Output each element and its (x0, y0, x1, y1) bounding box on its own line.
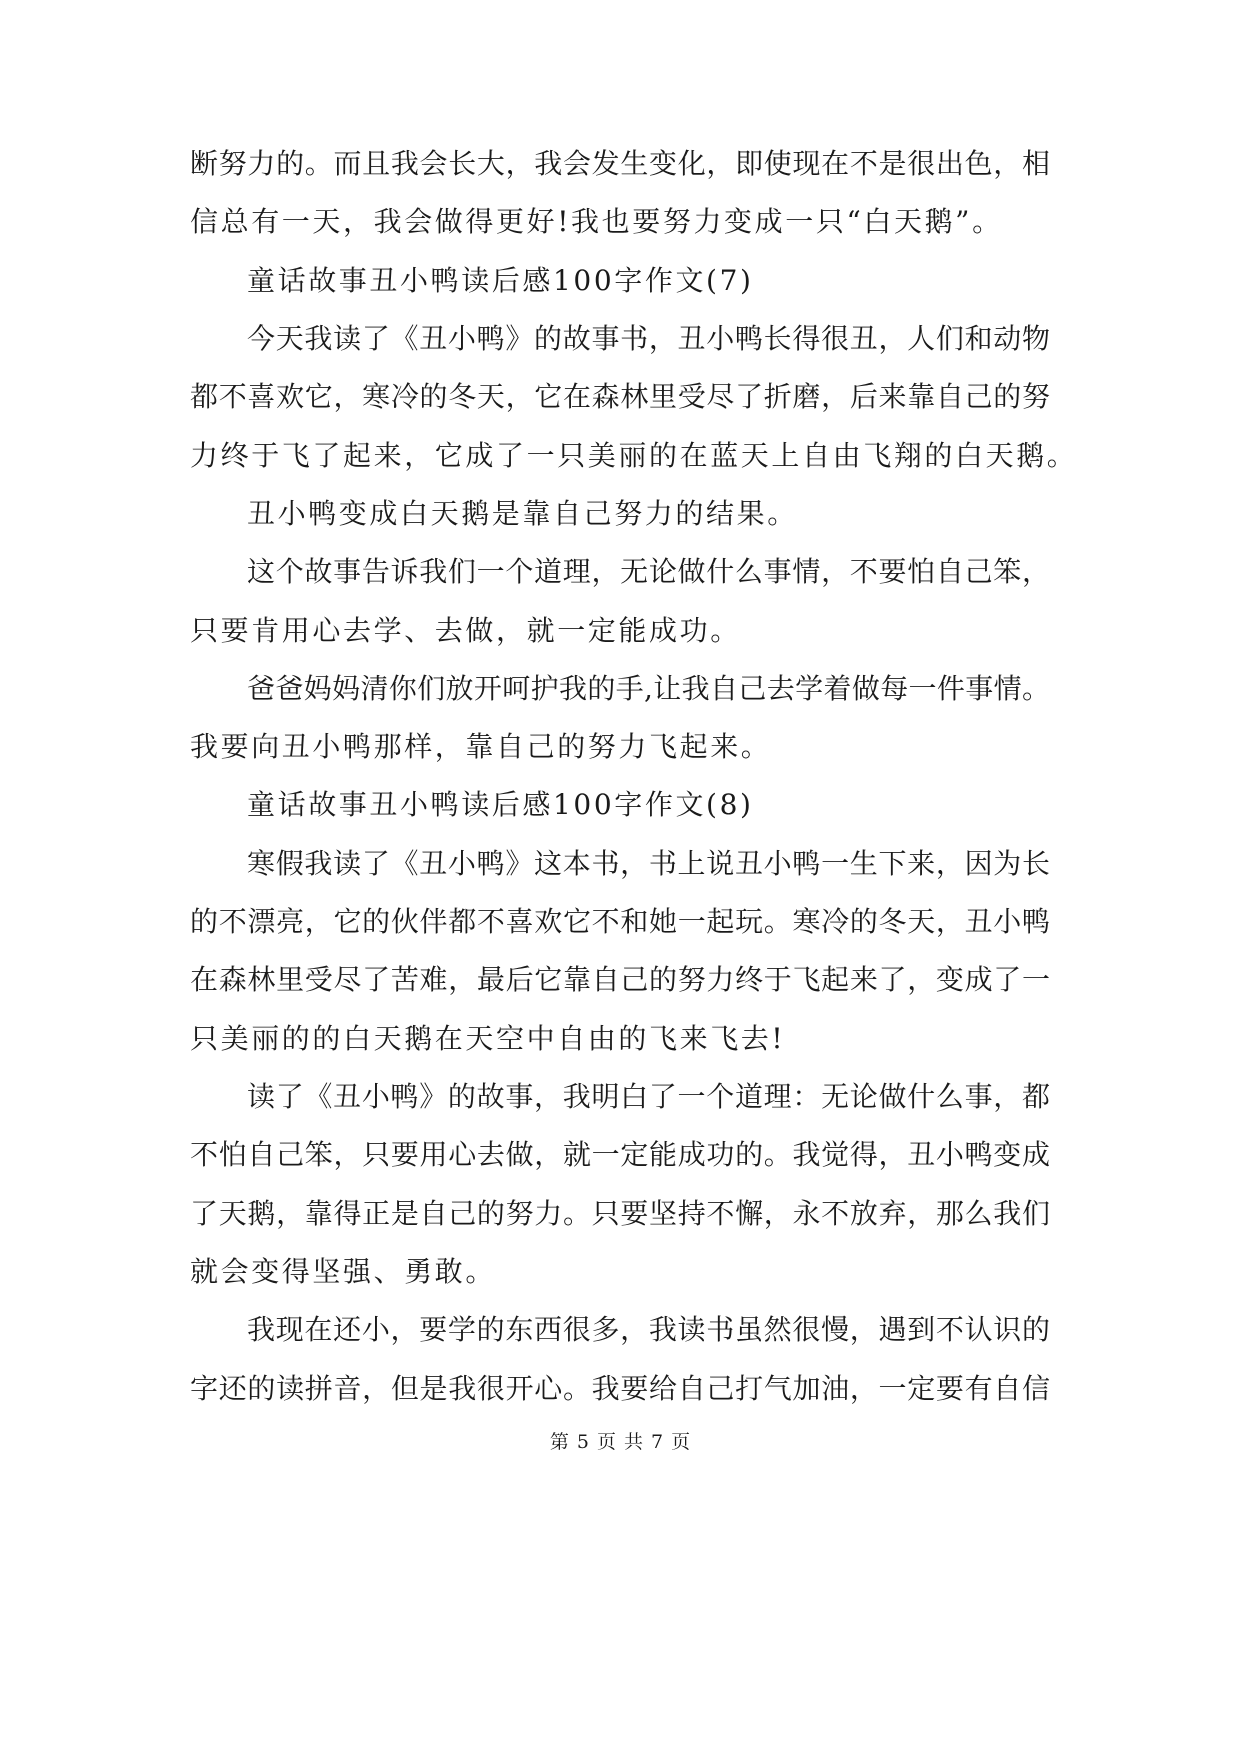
body-text-line: 丑小鸭变成白天鹅是靠自己努力的结果。 (247, 497, 798, 530)
body-text-line: 我要向丑小鸭那样，靠自己的努力飞起来。 (190, 730, 772, 763)
body-text-line: 信总有一天，我会做得更好!我也要努力变成一只“白天鹅”。 (190, 205, 1003, 238)
body-text-line: 这个故事告诉我们一个道理，无论做什么事情，不要怕自己笨， (247, 555, 1050, 588)
body-text-line: 都不喜欢它，寒冷的冬天，它在森林里受尽了折磨，后来靠自己的努 (190, 380, 1050, 413)
section-heading: 童话故事丑小鸭读后感100字作文(8) (247, 788, 754, 821)
body-text-line: 断努力的。而且我会长大，我会发生变化，即使现在不是很出色，相 (190, 147, 1050, 180)
body-text-line: 只要肯用心去学、去做，就一定能成功。 (190, 614, 741, 647)
body-text-line: 字还的读拼音，但是我很开心。我要给自己打气加油，一定要有自信 (190, 1372, 1050, 1405)
section-heading: 童话故事丑小鸭读后感100字作文(7) (247, 264, 754, 297)
body-text-line: 读了《丑小鸭》的故事，我明白了一个道理：无论做什么事，都 (247, 1080, 1050, 1113)
body-text-line: 就会变得坚强、勇敢。 (190, 1255, 497, 1288)
body-text-line: 爸爸妈妈清你们放开呵护我的手,让我自己去学着做每一件事情。 (247, 672, 1050, 705)
body-text-line: 力终于飞了起来，它成了一只美丽的在蓝天上自由飞翔的白天鹅。 (190, 439, 1078, 472)
body-text-line: 今天我读了《丑小鸭》的故事书，丑小鸭长得很丑，人们和动物 (247, 322, 1050, 355)
body-text-line: 了天鹅，靠得正是自己的努力。只要坚持不懈，永不放弃，那么我们 (190, 1197, 1050, 1230)
body-text-line: 寒假我读了《丑小鸭》这本书，书上说丑小鸭一生下来，因为长 (247, 847, 1050, 880)
body-text-line: 的不漂亮，它的伙伴都不喜欢它不和她一起玩。寒冷的冬天，丑小鸭 (190, 905, 1050, 938)
body-text-line: 只美丽的的白天鹅在天空中自由的飞来飞去! (190, 1022, 786, 1055)
body-text-line: 不怕自己笨，只要用心去做，就一定能成功的。我觉得，丑小鸭变成 (190, 1138, 1050, 1171)
body-text-line: 在森林里受尽了苦难，最后它靠自己的努力终于飞起来了，变成了一 (190, 963, 1050, 996)
body-text-line: 我现在还小，要学的东西很多，我读书虽然很慢，遇到不认识的 (247, 1313, 1050, 1346)
page-footer: 第 5 页 共 7 页 (549, 1431, 692, 1453)
